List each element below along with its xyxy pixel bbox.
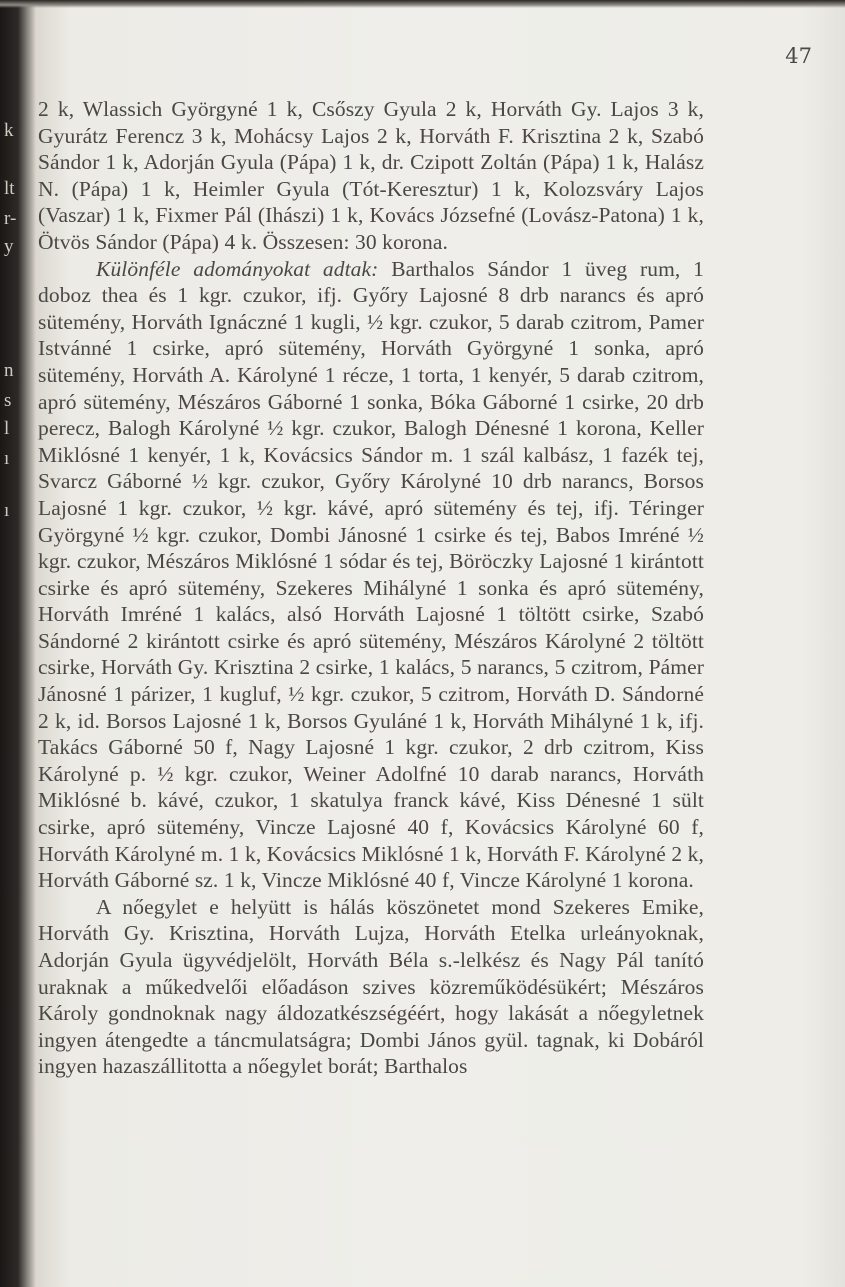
margin-fragment: n (4, 360, 14, 381)
page-top-edge (0, 0, 845, 8)
paragraph-donations-list: 2 k, Wlassich Györgyné 1 k, Csőszy Gyula 2 k, Horváth Gy. Lajos 3 k, Gyurátz Ferencz 3 k, Mohácsy Lajos 2 k, Horváth F. Krisztina 2 k, Szabó Sándor 1 k, Adorján Gyula (Pápa) 1 k, dr. Czipott Zoltán (Pápa) 1 k, Halász N. (Pápa) 1 k, Heimler Gyula (Tót-Keresztur) 1 k, Kolozsváry Lajos (Vaszar) 1 k, Fixmer Pál (Ihászi) 1 k, Kovács Józsefné (Lovász-Patona) 1 k, Ötvös Sándor (Pápa) 4 k. Összesen: 30 korona. (38, 97, 704, 254)
margin-fragment: s (4, 390, 12, 411)
section-lead-italic: Különféle adományokat adtak: (96, 256, 379, 281)
page-body-text (38, 96, 704, 1080)
page-number: 47 (785, 44, 812, 68)
margin-fragment: k (4, 120, 14, 141)
margin-fragment: ı (4, 448, 10, 469)
margin-fragment: r- (4, 208, 17, 229)
margin-fragment: ı (4, 500, 10, 521)
paragraph-various-donations (38, 256, 704, 894)
margin-fragment: y (4, 236, 14, 257)
previous-page-margin (0, 0, 24, 1287)
page-content (38, 40, 814, 1270)
paragraph-text: Barthalos Sándor 1 üveg rum, 1 doboz thea és 1 kgr. czukor, ifj. Győry Lajosné 8 drb narancs és apró sütemény, Horváth Ignáczné 1 kugli, ½ kgr. czukor, 5 darab czitrom, Pamer Istvánné 1 csirke, apró sütemény, Horváth Györgyné 1 sonka, apró sütemény, Horváth A. Károlyné 1 récze, 1 torta, 1 kenyér, 5 darab czitrom, apró sütemény, Mészáros Gáborné 1 sonka, Bóka Gáborné 1 csirke, 20 drb perecz, Balogh Károlyné ½ kgr. czukor, Balogh Dénesné 1 korona, Keller Miklósné 1 kenyér, 1 k, Kovácsics Sándor m. 1 szál kalbász, 1 fazék tej, Svarcz Gáborné ½ kgr. czukor, Győry Károlyné 10 drb narancs, Borsos Lajosné 1 kgr. czukor, ½ kgr. kávé, apró sütemény és tej, ifj. Téringer Györgyné ½ kgr. czukor, Dombi Jánosné 1 csirke és tej, Babos Imréné ½ kgr. czukor, Mészáros Miklósné 1 sódar és tej, Böröczky Lajosné 1 kirántott csirke és apró sütemény, Szekeres Mihályné 1 sonka és apró sütemény, Horváth Imréné 1 kalács, alsó Horváth Lajosné 1 töltött csirke, Szabó Sándorné 2 kirántott csirke és apró sütemény, Mészáros Károlyné 2 töltött csirke, Horváth Gy. Krisztina 2 csirke, 1 kalács, 5 narancs, 5 czitrom, Pámer Jánosné 1 párizer, 1 kugluf, ½ kgr. czukor, 5 czitrom, Horváth D. Sándorné 2 k, id. Borsos Lajosné 1 k, Borsos Gyuláné 1 k, Horváth Mihályné 1 k, ifj. Takács Gáborné 50 f, Nagy Lajosné 1 kgr. czukor, 2 drb czitrom, Kiss Károlyné p. ½ kgr. czukor, Weiner Adolfné 10 darab narancs, Horváth Miklósné b. kávé, czukor, 1 skatulya franck kávé, Kiss Dénesné 1 sült csirke, apró sütemény, Vincze Lajosné 40 f, Kovácsics Károlyné 60 f, Horváth Károlyné m. 1 k, Kovácsics Miklósné 1 k, Horváth F. Károlyné 2 k, Horváth Gáborné sz. 1 k, Vincze Miklósné 40 f, Vincze Károlyné 1 korona. (38, 256, 704, 893)
paragraph-thanks: A nőegylet e helyütt is hálás köszönetet mond Szekeres Emike, Horváth Gy. Krisztina, Horváth Lujza, Horváth Etelka urleányoknak, Adorján Gyula ügyvédjelölt, Horváth Béla s.-lelkész és Nagy Pál tanító uraknak a műkedvelői előadáson szives közreműködésükért; Mészáros Károly gondnoknak nagy áldozatkészségéért, hogy lakását a nőegyletnek ingyen átengedte a táncmulatságra; Dombi János gyül. tagnak, ki Dobáról ingyen hazaszállitotta a nőegylet borát; Barthalos (38, 894, 704, 1079)
margin-fragment: lt (4, 178, 15, 199)
margin-fragment: l (4, 418, 10, 439)
